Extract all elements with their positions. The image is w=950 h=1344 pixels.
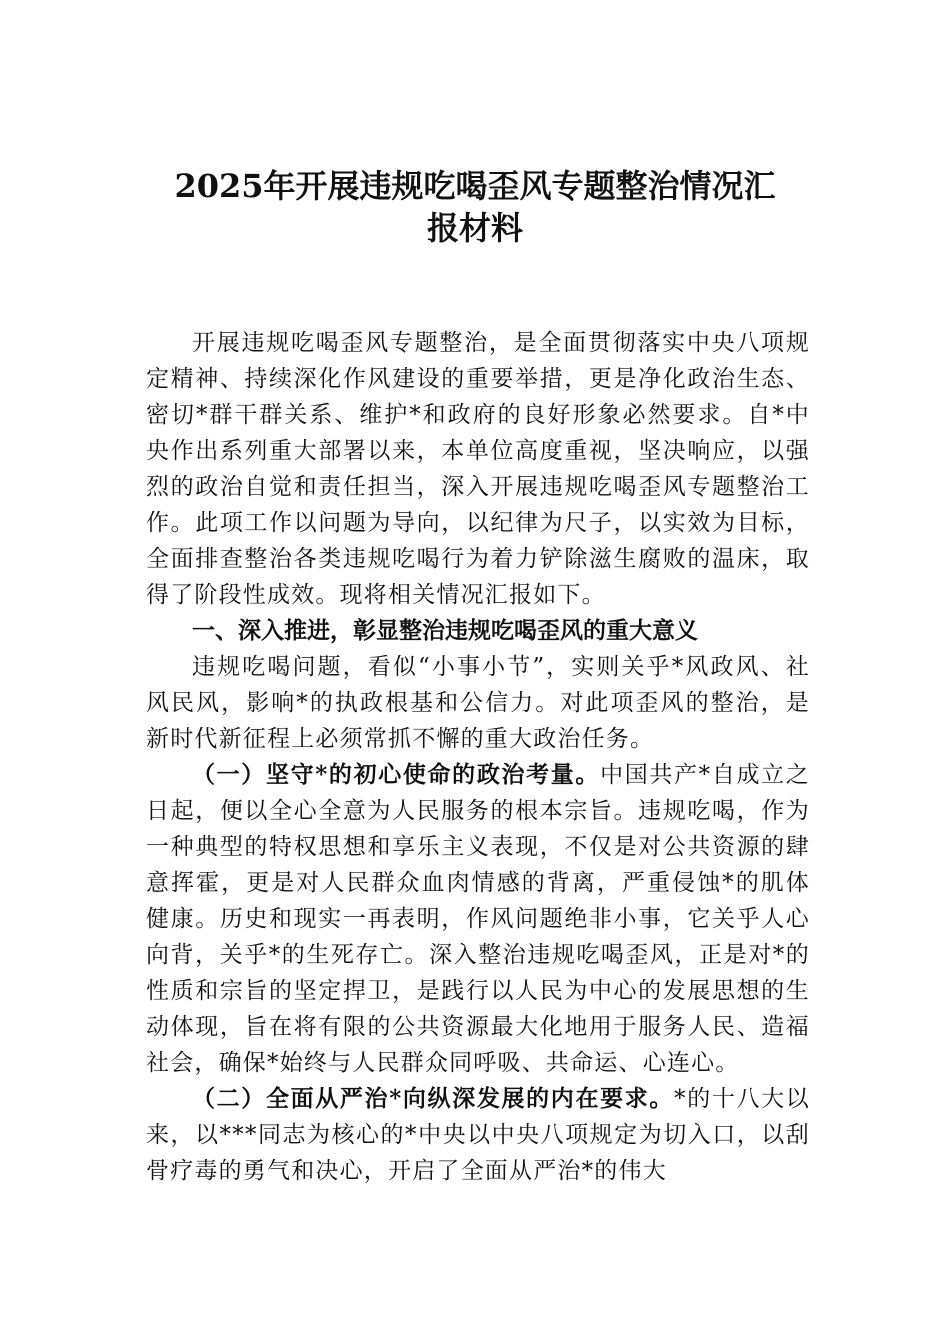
intro-paragraph: 开展违规吃喝歪风专题整治，是全面贯彻落实中央八项规定精神、持续深化作风建设的重要举措，更是净化政治生态、密切*群干群关系、维护*和政府的良好形象必然要求。自*中央作出系列重大部署以来，本单位高度重视，坚决响应，以强烈的政治自觉和责任担当，深入开展违规吃喝歪风专题整治工作。此项工作以问题为导向，以纪律为尺子，以实效为目标，全面排查整治各类违规吃喝行为着力铲除滋生腐败的温床，取得了阶段性成效。现将相关情况汇报如下。 [146, 330, 810, 608]
point-2-heading: （二）全面从严治*向纵深发展的内在要求。 [192, 1085, 675, 1112]
point-1-paragraph [146, 757, 810, 1081]
point-2-paragraph [146, 1081, 810, 1189]
document-title-line-1: 2025年开展违规吃喝歪风专题整治情况汇 [174, 167, 776, 205]
section-1-paragraph: 违规吃喝问题，看似“小事小节”，实则关乎*风政风、社风民风，影响*的执政根基和公信力。对此项歪风的整治，是新时代新征程上必须常抓不懈的重大政治任务。 [146, 654, 810, 752]
point-2-body: *的十八大以来，以***同志为核心的*中央以中央八项规定为切入口，以刮骨疗毒的勇气和决心，开启了全面从严治*的伟大 [146, 1086, 811, 1184]
section-1-heading: 一、深入推进，彰显整治违规吃喝歪风的重大意义 [192, 618, 698, 644]
document-body [146, 325, 810, 1189]
point-1-heading: （一）坚守*的初心使命的政治考量。 [192, 761, 601, 788]
document-title-line-2: 报材料 [426, 209, 523, 247]
point-1-body: 中国共产*自成立之日起，便以全心全意为人民服务的根本宗旨。违规吃喝，作为一种典型的特权思想和享乐主义表现，不仅是对公共资源的肆意挥霍，更是对人民群众血肉情感的背离，严重侵蚀*的肌体健康。历史和现实一再表明，作风问题绝非小事，它关乎人心向背，关乎*的生死存亡。深入整治违规吃喝歪风，正是对*的性质和宗旨的坚定捍卫，是践行以人民为中心的发展思想的生动体现，旨在将有限的公共资源最大化地用于服务人民、造福社会，确保*始终与人民群众同呼吸、共命运、心连心。 [146, 762, 810, 1076]
